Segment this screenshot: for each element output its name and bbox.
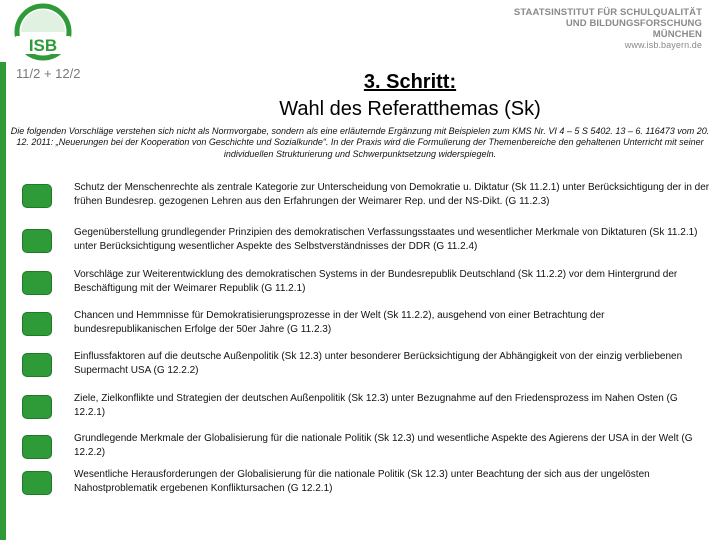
topic-text: Grundlegende Merkmale der Globalisierung für die nationale Politik (Sk 12.3) und wesentliche Aspekte des Agierens der USA in der Welt (G 12.2.2) — [74, 433, 693, 458]
topic-text: Vorschläge zur Weiterentwicklung des demokratischen Systems in der Bundesrepublik Deutschland (Sk 11.2.2) vor dem Hintergrund der Beschäftigung mit der Weimarer Republik (G 11.2.1) — [74, 269, 678, 294]
isb-logo — [7, 3, 79, 63]
topic-text: Wesentliche Herausforderungen der Globalisierung für die nationale Politik (Sk 12.3) unter Beachtung der sich aus der ungelösten Nahostproblematik ergebenen Konfliktursachen (G 12.2.1) — [74, 469, 650, 494]
institute-header — [514, 7, 702, 51]
grade-level: 11/2 + 12/2 — [16, 66, 81, 81]
topic-text: Schutz der Menschenrechte als zentrale Kategorie zur Unterscheidung von Demokratie u. Diktatur (Sk 11.2.1) unter Berücksichtigung der in der frühen Bundesrep. gezogenen Lehren aus den Erfahrungen der Weimarer Rep. und der NS-Dikt. (G 11.2.3) — [74, 182, 710, 207]
topic-item — [22, 432, 712, 472]
institute-line-3: MÜNCHEN — [652, 29, 702, 40]
topic-item — [22, 392, 712, 432]
intro-text: Die folgenden Vorschläge verstehen sich nicht als Normvorgabe, sondern als eine erläuternde Ergänzung mit Beispielen zum KMS Nr. VI 4 – 5 S 5402. 13 – 6. 116473 vom 20. 12. 2011: „Neuerungen bei der Kooperation von Geschichte und Sozialkunde“. In der Praxis wird die Formulierung der Themenbereiche den gehaltenen Unterricht mit seiner individuellen Strukturierung und Schwerpunktsetzung widerspiegeln. — [10, 126, 710, 159]
topic-checkbox[interactable] — [22, 353, 52, 377]
logo-text: ISB — [28, 36, 58, 55]
institute-url[interactable]: www.isb.bayern.de — [624, 40, 702, 50]
topic-item — [22, 309, 712, 349]
topic-text: Gegenüberstellung grundlegender Prinzipien des demokratischen Verfassungsstaates und wesentlicher Merkmale von Diktaturen (Sk 11.2.1) unter Berücksichtigung wesentlicher Aspekte des Selbstverständnisses der DDR (G 11.2.4) — [74, 227, 698, 252]
topic-checkbox[interactable] — [22, 471, 52, 495]
topic-item — [22, 350, 712, 390]
step-title: 3. Schritt: — [363, 71, 457, 93]
topic-checkbox[interactable] — [22, 312, 52, 336]
topic-item — [22, 268, 712, 308]
topic-text: Chancen und Hemmnisse für Demokratisierungsprozesse in der Welt (Sk 11.2.2), ausgehend von einer Betrachtung der bundesrepublikanischen Erfolge der 50er Jahre (G 11.2.3) — [74, 310, 605, 335]
institute-line-2: UND BILDUNGSFORSCHUNG — [565, 18, 702, 29]
topic-item — [22, 226, 712, 266]
topic-checkbox[interactable] — [22, 184, 52, 208]
page-title: Wahl des Referatthemas (Sk) — [279, 98, 541, 120]
topic-checkbox[interactable] — [22, 271, 52, 295]
topic-text: Einflussfaktoren auf die deutsche Außenpolitik (Sk 12.3) unter besonderer Berücksichtigung der Abhängigkeit von der einzig verbliebenen Supermacht USA (G 12.2.2) — [74, 351, 683, 376]
topic-checkbox[interactable] — [22, 435, 52, 459]
topic-item — [22, 181, 712, 221]
topic-checkbox[interactable] — [22, 395, 52, 419]
left-accent-bar — [0, 62, 6, 540]
topic-item — [22, 468, 712, 508]
institute-line-1: STAATSINSTITUT FÜR SCHULQUALITÄT — [513, 7, 702, 18]
topic-text: Ziele, Zielkonflikte und Strategien der deutschen Außenpolitik (Sk 12.3) unter Bezugnahme auf den Friedensprozess im Nahen Osten (G 12.2.1) — [74, 393, 678, 418]
topic-checkbox[interactable] — [22, 229, 52, 253]
